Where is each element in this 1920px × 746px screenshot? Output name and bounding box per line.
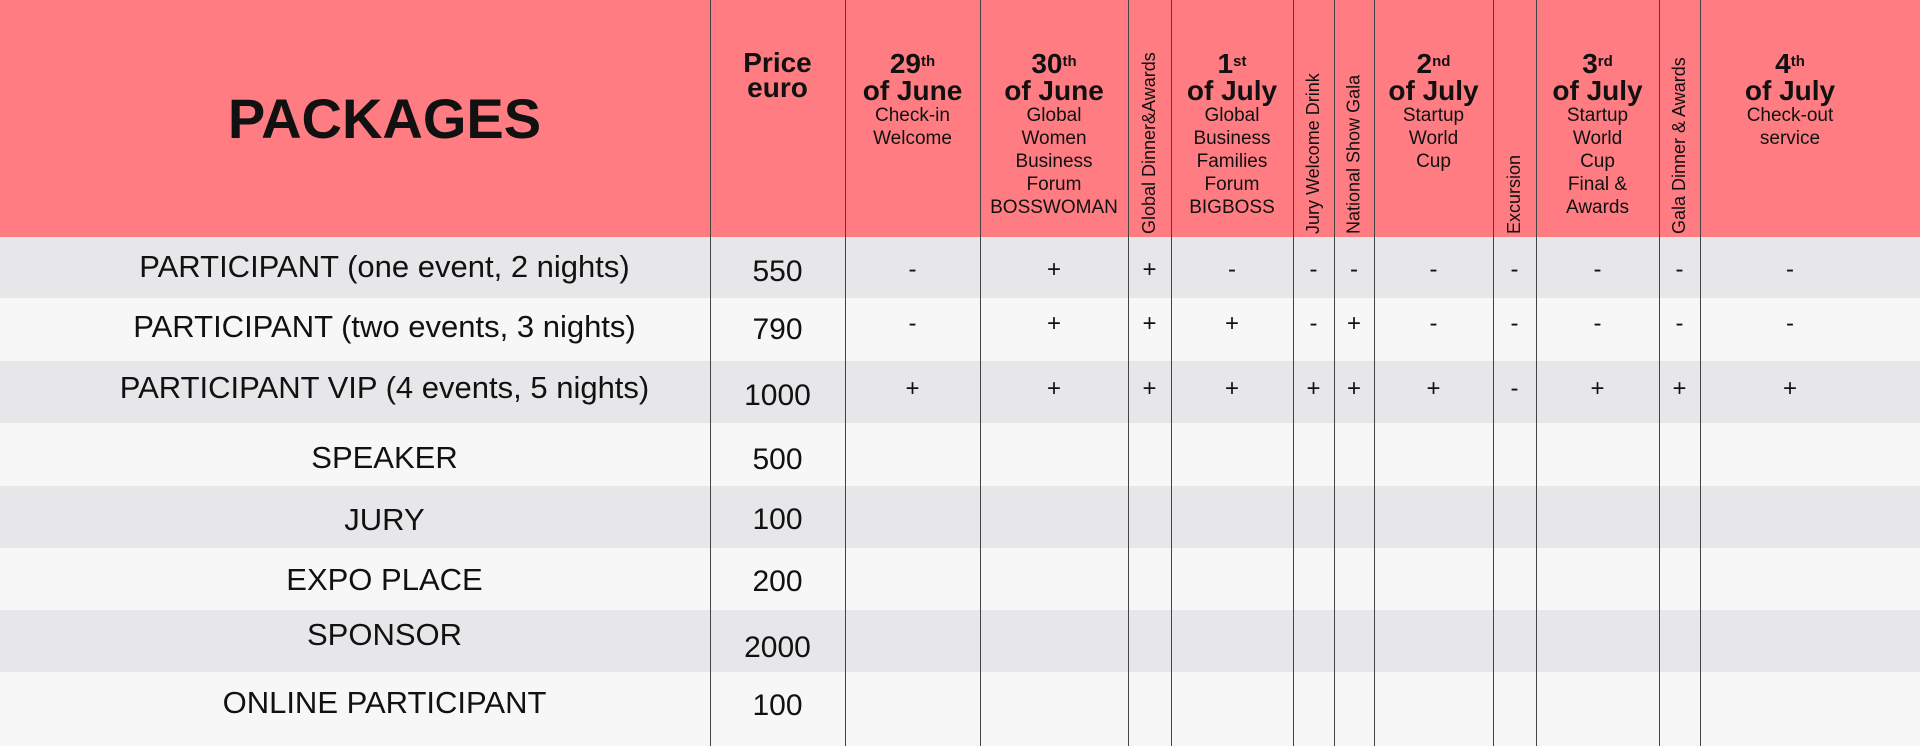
column-description: Global bbox=[1204, 105, 1260, 126]
included-mark: + bbox=[1346, 375, 1361, 402]
column-description: Families bbox=[1196, 151, 1268, 172]
column-description: Welcome bbox=[873, 128, 952, 149]
excluded-mark: - bbox=[1228, 256, 1236, 283]
package-price: 1000 bbox=[744, 379, 811, 412]
included-mark: + bbox=[1046, 310, 1061, 337]
column-description: Business bbox=[1015, 151, 1093, 172]
included-mark: + bbox=[1782, 375, 1797, 402]
column-description: Startup bbox=[1566, 105, 1629, 126]
package-name: PARTICIPANT VIP (4 events, 5 nights) bbox=[119, 370, 650, 405]
package-name: EXPO PLACE bbox=[286, 562, 483, 597]
column-header-dinner: Global Dinner&Awards bbox=[1139, 52, 1159, 234]
column-description: Awards bbox=[1565, 197, 1629, 218]
column-divider bbox=[710, 0, 711, 746]
package-price: 100 bbox=[752, 689, 803, 722]
column-header-jun30 bbox=[980, 50, 1128, 219]
column-header-jury: Jury Welcome Drink bbox=[1303, 73, 1323, 234]
included-mark: + bbox=[905, 375, 920, 402]
column-date: 3rd bbox=[1582, 48, 1613, 79]
column-description: Startup bbox=[1402, 105, 1465, 126]
package-price: 200 bbox=[752, 565, 803, 598]
column-description: Cup bbox=[1580, 151, 1615, 172]
excluded-mark: - bbox=[908, 256, 917, 283]
price-header-unit: euro bbox=[747, 72, 808, 103]
column-description: Final & bbox=[1567, 174, 1628, 195]
excluded-mark: - bbox=[1675, 310, 1684, 337]
package-price: 100 bbox=[752, 503, 803, 536]
column-description: Check-out bbox=[1746, 105, 1834, 126]
package-name: ONLINE PARTICIPANT bbox=[222, 685, 547, 720]
package-price: 2000 bbox=[744, 631, 811, 664]
package-name: SPEAKER bbox=[311, 440, 458, 475]
column-date: 4th bbox=[1775, 48, 1805, 79]
column-description: Global bbox=[1026, 105, 1082, 126]
included-mark: + bbox=[1346, 310, 1361, 337]
column-month: of July bbox=[1388, 75, 1479, 106]
included-mark: + bbox=[1046, 256, 1061, 283]
column-date: 1st bbox=[1217, 48, 1247, 79]
package-name: PARTICIPANT (two events, 3 nights) bbox=[133, 309, 636, 344]
included-mark: + bbox=[1224, 310, 1239, 337]
excluded-mark: - bbox=[1350, 256, 1358, 283]
column-header-jul3 bbox=[1536, 50, 1659, 219]
package-name: PARTICIPANT (one event, 2 nights) bbox=[139, 249, 630, 284]
column-header-gala_dinner: Gala Dinner & Awards bbox=[1669, 57, 1689, 234]
column-date: 30th bbox=[1031, 48, 1077, 79]
excluded-mark: - bbox=[908, 310, 917, 337]
included-mark: + bbox=[1306, 375, 1321, 402]
excluded-mark: - bbox=[1309, 310, 1318, 337]
package-name: JURY bbox=[344, 502, 425, 537]
column-date: 2nd bbox=[1416, 48, 1451, 79]
price-header-label: Price bbox=[743, 47, 812, 78]
column-description: Business bbox=[1193, 128, 1271, 149]
column-header-excursion: Excursion bbox=[1504, 154, 1524, 234]
included-mark: + bbox=[1142, 310, 1157, 337]
column-description: Check-in bbox=[875, 105, 950, 126]
included-mark: + bbox=[1224, 375, 1239, 402]
package-price: 790 bbox=[752, 313, 803, 346]
excluded-mark: - bbox=[1429, 310, 1438, 337]
column-header-jul4 bbox=[1700, 50, 1880, 150]
package-price: 550 bbox=[752, 255, 803, 288]
excluded-mark: - bbox=[1429, 256, 1438, 283]
column-description: Cup bbox=[1416, 151, 1451, 172]
column-month: of June bbox=[1004, 75, 1104, 106]
column-description: BOSSWOMAN bbox=[990, 197, 1118, 218]
column-month: of June bbox=[862, 75, 963, 106]
excluded-mark: - bbox=[1309, 256, 1318, 283]
column-date: 29th bbox=[889, 48, 936, 79]
column-header-gala_show: National Show Gala bbox=[1343, 74, 1364, 234]
excluded-mark: - bbox=[1786, 256, 1794, 283]
excluded-mark: - bbox=[1675, 256, 1684, 283]
included-mark: + bbox=[1142, 256, 1157, 283]
column-header-jul1 bbox=[1171, 50, 1293, 219]
column-month: of July bbox=[1186, 75, 1278, 106]
column-header-jun29 bbox=[845, 50, 980, 150]
excluded-mark: - bbox=[1786, 310, 1794, 337]
package-name: SPONSOR bbox=[306, 617, 463, 652]
excluded-mark: - bbox=[1510, 256, 1519, 283]
packages-title: PACKAGES bbox=[227, 87, 542, 150]
column-description: Forum bbox=[1204, 174, 1260, 195]
column-description: Women bbox=[1021, 128, 1087, 149]
column-description: World bbox=[1572, 128, 1623, 149]
included-mark: + bbox=[1590, 375, 1605, 402]
column-header-jul2 bbox=[1374, 50, 1493, 173]
package-price: 500 bbox=[752, 443, 803, 476]
excluded-mark: - bbox=[1593, 310, 1602, 337]
column-description: service bbox=[1759, 128, 1821, 149]
column-description: Forum bbox=[1026, 174, 1082, 195]
price-header bbox=[710, 47, 845, 103]
column-month: of July bbox=[1744, 75, 1836, 106]
included-mark: + bbox=[1672, 375, 1687, 402]
excluded-mark: - bbox=[1593, 256, 1602, 283]
included-mark: + bbox=[1142, 375, 1157, 402]
column-description: BIGBOSS bbox=[1189, 197, 1275, 218]
column-month: of July bbox=[1552, 75, 1643, 106]
excluded-mark: - bbox=[1510, 310, 1519, 337]
included-mark: + bbox=[1046, 375, 1061, 402]
excluded-mark: - bbox=[1510, 375, 1519, 402]
column-description: World bbox=[1408, 128, 1459, 149]
included-mark: + bbox=[1426, 375, 1441, 402]
